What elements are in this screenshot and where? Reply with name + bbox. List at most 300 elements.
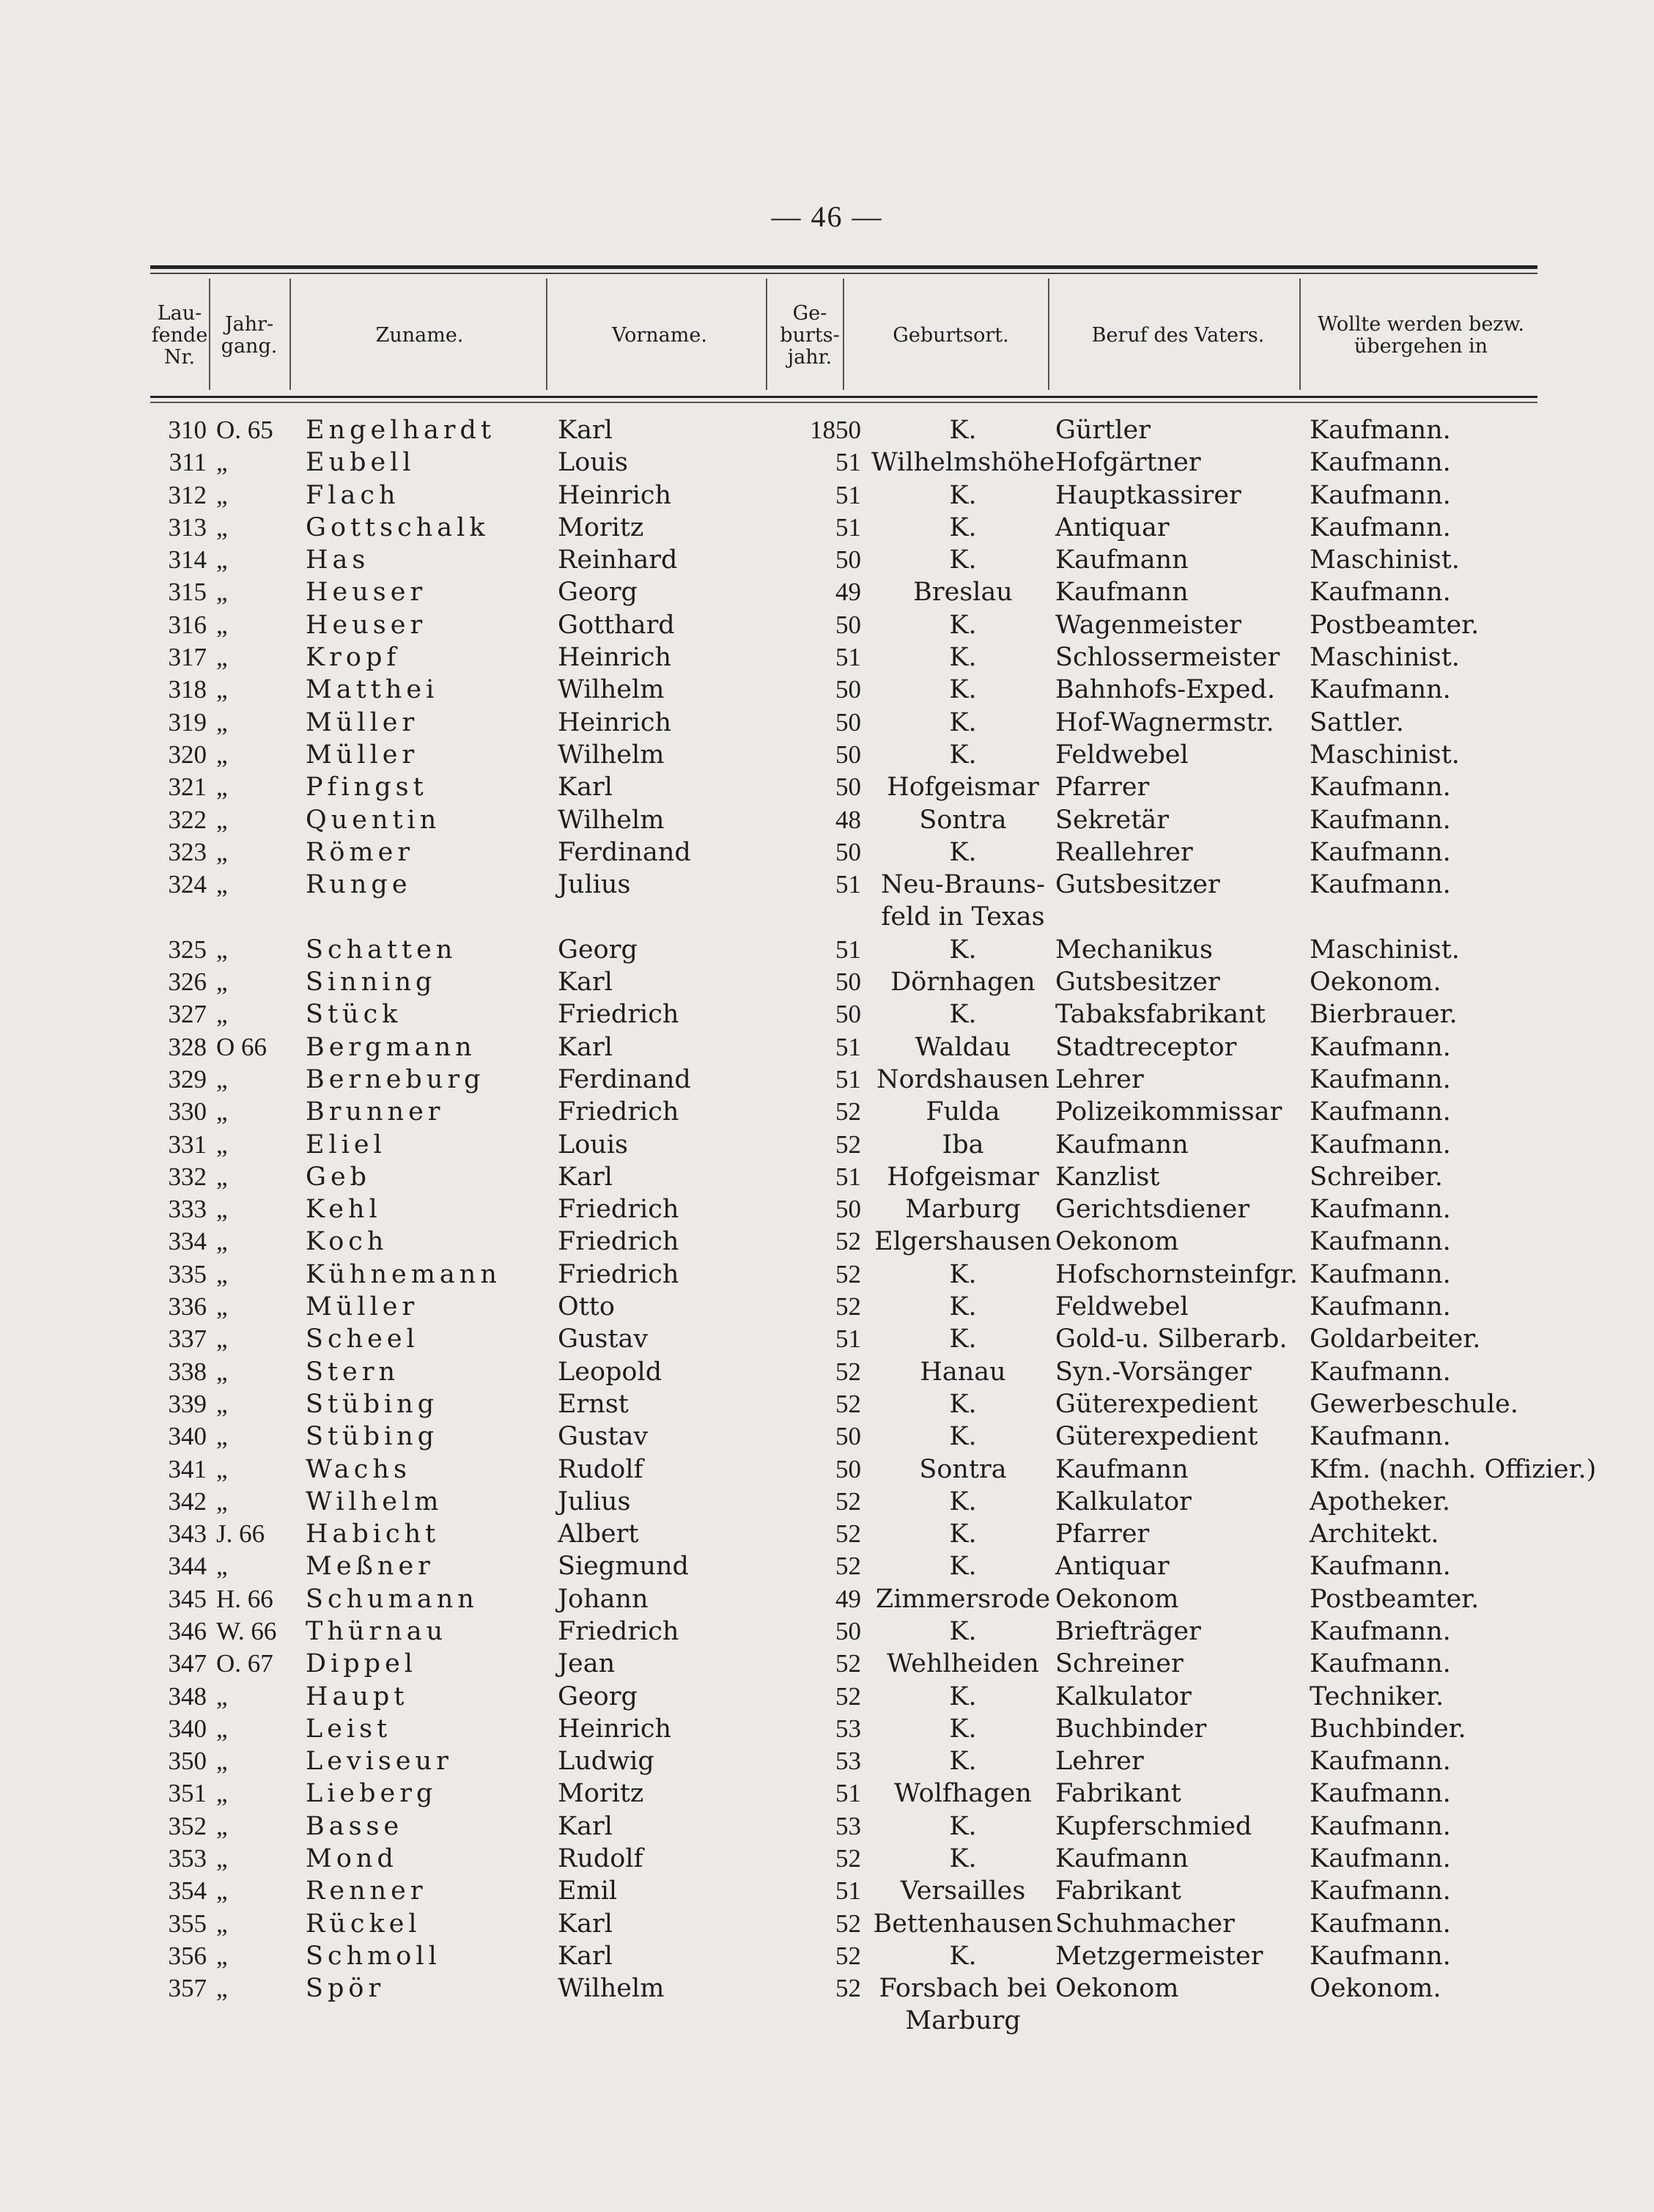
cell-vorname: Wilhelm	[558, 805, 665, 835]
cell-wollte-werden: Kaufmann.	[1310, 1844, 1451, 1874]
cell-wollte-werden: Oekonom.	[1310, 967, 1441, 998]
cell-vorname: Friedrich	[558, 1227, 679, 1257]
cell-jahrgang: „	[216, 1195, 228, 1224]
cell-jahrgang: „	[216, 1941, 228, 1970]
cell-wollte-werden: Maschinist.	[1310, 740, 1460, 770]
cell-jahrgang: „	[216, 545, 228, 575]
cell-vorname: Otto	[558, 1292, 615, 1322]
cell-beruf-vater: Sekretär	[1055, 805, 1170, 835]
header-geburtsort: Geburtsort.	[893, 323, 1009, 347]
cell-geburtsjahr: 52	[835, 1227, 861, 1256]
cell-zuname: Berneburg	[306, 1064, 485, 1094]
table-row	[150, 1129, 1537, 1161]
cell-geburtsort: Wilhelmshöhe	[871, 448, 1055, 478]
cell-geburtsjahr: 51	[835, 1032, 861, 1061]
cell-laufende-nr: 333	[168, 1195, 207, 1224]
cell-vorname: Heinrich	[558, 480, 672, 510]
cell-zuname: Scheel	[306, 1324, 419, 1354]
cell-zuname: Stern	[306, 1357, 400, 1387]
table-row	[150, 966, 1537, 998]
cell-zuname: Renner	[306, 1876, 427, 1906]
table-row	[150, 1648, 1537, 1680]
cell-laufende-nr: 357	[168, 1974, 207, 2003]
cell-geburtsjahr: 51	[835, 512, 861, 542]
cell-laufende-nr: 350	[168, 1747, 207, 1776]
cell-beruf-vater: Kaufmann	[1055, 1454, 1189, 1484]
cell-laufende-nr: 342	[168, 1486, 207, 1516]
cell-vorname: Karl	[558, 1811, 613, 1841]
cell-wollte-werden: Kaufmann.	[1310, 773, 1451, 803]
table-row	[150, 1745, 1537, 1777]
cell-zuname: Römer	[306, 837, 415, 867]
cell-jahrgang: „	[216, 1811, 228, 1840]
cell-geburtsjahr: 50	[835, 1454, 861, 1483]
cell-geburtsort: K.	[949, 610, 977, 640]
table-row	[150, 1940, 1537, 1972]
cell-geburtsjahr: 52	[835, 1129, 861, 1159]
cell-zuname: Kehl	[306, 1195, 382, 1225]
cell-vorname: Rudolf	[558, 1844, 643, 1874]
cell-wollte-werden: Schreiber.	[1310, 1162, 1443, 1192]
cell-vorname: Jean	[558, 1649, 616, 1679]
cell-beruf-vater: Gerichtsdiener	[1055, 1195, 1250, 1225]
cell-beruf-vater: Schuhmacher	[1055, 1909, 1235, 1939]
cell-jahrgang: „	[216, 512, 228, 542]
cell-geburtsort: Fulda	[926, 1097, 1000, 1127]
cell-geburtsjahr: 51	[835, 1779, 861, 1808]
cell-jahrgang: „	[216, 578, 228, 607]
cell-geburtsort: K.	[949, 1714, 977, 1744]
cell-beruf-vater: Kaufmann	[1055, 1129, 1189, 1160]
cell-vorname: Johann	[558, 1584, 649, 1614]
cell-geburtsort: K.	[949, 512, 977, 542]
table-row	[150, 512, 1537, 544]
cell-geburtsort: K.	[949, 837, 977, 867]
table-row	[150, 414, 1537, 446]
cell-beruf-vater: Hof-Wagnermstr.	[1055, 707, 1274, 737]
cell-geburtsjahr: 49	[835, 578, 861, 607]
cell-jahrgang: „	[216, 1486, 228, 1516]
cell-beruf-vater: Antiquar	[1055, 1552, 1170, 1582]
cell-wollte-werden: Kaufmann.	[1310, 1552, 1451, 1582]
table-row	[150, 1583, 1537, 1615]
cell-geburtsjahr: 53	[835, 1747, 861, 1776]
cell-jahrgang: „	[216, 837, 228, 866]
cell-jahrgang: „	[216, 1844, 228, 1873]
cell-vorname: Ferdinand	[558, 837, 691, 867]
cell-geburtsjahr: 52	[835, 1941, 861, 1970]
cell-jahrgang: „	[216, 740, 228, 769]
cell-beruf-vater: Gürtler	[1055, 416, 1151, 445]
cell-zuname: Lieberg	[306, 1779, 438, 1809]
cell-beruf-vater: Metzgermeister	[1055, 1941, 1263, 1971]
cell-geburtsjahr: 50	[835, 740, 861, 769]
table-row	[150, 576, 1537, 608]
cell-beruf-vater: Bahnhofs-Exped.	[1055, 675, 1275, 705]
cell-geburtsort: Iba	[942, 1129, 984, 1160]
cell-wollte-werden: Sattler.	[1310, 707, 1404, 737]
cell-geburtsjahr: 51	[835, 870, 861, 899]
cell-jahrgang: „	[216, 1000, 228, 1029]
cell-vorname: Wilhelm	[558, 740, 665, 770]
cell-beruf-vater: Kalkulator	[1055, 1486, 1192, 1516]
cell-geburtsjahr: 50	[835, 773, 861, 802]
cell-beruf-vater: Pfarrer	[1055, 773, 1150, 803]
cell-beruf-vater: Feldwebel	[1055, 740, 1189, 770]
cell-vorname: Ferdinand	[558, 1064, 691, 1094]
cell-vorname: Gustav	[558, 1422, 649, 1452]
cell-wollte-werden: Kaufmann.	[1310, 675, 1451, 705]
cell-geburtsort: K.	[949, 480, 977, 510]
cell-geburtsort: Waldau	[915, 1032, 1011, 1062]
table-row	[150, 1550, 1537, 1582]
table-row	[150, 1486, 1537, 1518]
cell-zuname: Rückel	[306, 1909, 421, 1939]
cell-geburtsjahr: 50	[835, 545, 861, 575]
cell-laufende-nr: 339	[168, 1389, 207, 1418]
cell-beruf-vater: Pfarrer	[1055, 1519, 1150, 1549]
table-row	[150, 836, 1537, 869]
cell-wollte-werden: Kaufmann.	[1310, 1064, 1451, 1094]
cell-geburtsort: K.	[949, 1941, 977, 1971]
cell-laufende-nr: 336	[168, 1292, 207, 1321]
cell-zuname: Eubell	[306, 448, 416, 478]
cell-beruf-vater: Mechanikus	[1055, 934, 1214, 965]
cell-zuname: Haupt	[306, 1681, 409, 1711]
cell-laufende-nr: 313	[168, 512, 207, 542]
cell-geburtsort: K.	[949, 416, 977, 445]
cell-wollte-werden: Apotheker.	[1310, 1486, 1451, 1516]
cell-beruf-vater: Tabaksfabrikant	[1055, 1000, 1266, 1030]
cell-beruf-vater: Kupferschmied	[1055, 1811, 1252, 1841]
cell-vorname: Louis	[558, 448, 629, 478]
cell-vorname: Julius	[558, 870, 631, 900]
cell-zuname: Stübing	[306, 1389, 439, 1419]
cell-beruf-vater: Güterexpedient	[1055, 1389, 1258, 1419]
cell-wollte-werden: Kaufmann.	[1310, 512, 1451, 542]
cell-jahrgang: „	[216, 448, 228, 477]
header-beruf-vater: Beruf des Vaters.	[1091, 323, 1265, 347]
cell-zuname: Eliel	[306, 1129, 386, 1160]
cell-jahrgang: „	[216, 1454, 228, 1483]
cell-wollte-werden: Kaufmann.	[1310, 1357, 1451, 1387]
cell-jahrgang: „	[216, 1227, 228, 1256]
table-row	[150, 934, 1537, 966]
table-row	[150, 707, 1537, 739]
cell-jahrgang: „	[216, 1552, 228, 1581]
table-row	[150, 544, 1537, 576]
cell-laufende-nr: 355	[168, 1909, 207, 1938]
cell-wollte-werden: Postbeamter.	[1310, 1584, 1480, 1614]
cell-jahrgang: „	[216, 1714, 228, 1743]
cell-laufende-nr: 334	[168, 1227, 207, 1256]
cell-laufende-nr: 312	[168, 480, 207, 509]
cell-geburtsjahr: 52	[835, 1486, 861, 1516]
column-divider	[843, 279, 844, 390]
cell-geburtsort: Sontra	[919, 1454, 1007, 1484]
cell-vorname: Wilhelm	[558, 675, 665, 705]
table-row	[150, 1096, 1537, 1128]
cell-wollte-werden: Kaufmann.	[1310, 1616, 1451, 1646]
column-divider	[546, 279, 547, 390]
cell-geburtsjahr: 50	[835, 707, 861, 737]
table-row	[150, 1388, 1537, 1420]
cell-laufende-nr: 343	[168, 1519, 207, 1549]
cell-jahrgang: O. 67	[216, 1649, 273, 1678]
table-row	[150, 1063, 1537, 1096]
cell-jahrgang: „	[216, 1389, 228, 1418]
cell-vorname: Ludwig	[558, 1747, 654, 1777]
cell-laufende-nr: 337	[168, 1324, 207, 1354]
cell-wollte-werden: Buchbinder.	[1310, 1714, 1466, 1744]
cell-geburtsjahr: 52	[835, 1844, 861, 1873]
cell-wollte-werden: Architekt.	[1310, 1519, 1439, 1549]
cell-geburtsjahr: 50	[835, 1195, 861, 1224]
cell-beruf-vater: Kaufmann	[1055, 545, 1189, 575]
cell-geburtsort: Hofgeismar	[887, 773, 1039, 803]
cell-jahrgang: „	[216, 1681, 228, 1711]
cell-wollte-werden: Kaufmann.	[1310, 1909, 1451, 1939]
cell-jahrgang: „	[216, 1129, 228, 1159]
cell-laufende-nr: 310	[168, 416, 207, 444]
cell-vorname: Moritz	[558, 512, 644, 542]
cell-geburtsjahr: 51	[835, 1876, 861, 1906]
cell-vorname: Emil	[558, 1876, 618, 1906]
cell-vorname: Karl	[558, 967, 613, 998]
cell-zuname: Geb	[306, 1162, 372, 1192]
table-row	[150, 1453, 1597, 1486]
cell-geburtsjahr: 51	[835, 1064, 861, 1094]
cell-geburtsort: Wehlheiden	[887, 1649, 1039, 1679]
cell-wollte-werden: Kaufmann.	[1310, 1876, 1451, 1906]
cell-laufende-nr: 335	[168, 1259, 207, 1289]
cell-laufende-nr: 352	[168, 1811, 207, 1840]
cell-wollte-werden: Kaufmann.	[1310, 1292, 1451, 1322]
cell-geburtsjahr: 52	[835, 1389, 861, 1418]
cell-jahrgang: „	[216, 805, 228, 834]
table-row	[150, 1225, 1537, 1258]
cell-wollte-werden: Oekonom.	[1310, 1974, 1441, 2004]
cell-wollte-werden: Maschinist.	[1310, 643, 1460, 673]
cell-beruf-vater: Fabrikant	[1055, 1779, 1181, 1809]
cell-geburtsort: Wolfhagen	[894, 1779, 1032, 1809]
cell-geburtsort: K.	[949, 1552, 977, 1582]
table-row	[150, 1843, 1537, 1875]
cell-vorname: Julius	[558, 1486, 631, 1516]
table-row	[150, 1031, 1537, 1063]
cell-vorname: Siegmund	[558, 1552, 689, 1582]
cell-beruf-vater: Syn.-Vorsänger	[1055, 1357, 1252, 1387]
cell-laufende-nr: 323	[168, 837, 207, 866]
cell-beruf-vater: Schlossermeister	[1055, 643, 1280, 673]
cell-wollte-werden: Kaufmann.	[1310, 1032, 1451, 1062]
cell-beruf-vater: Wagenmeister	[1055, 610, 1242, 640]
cell-vorname: Gotthard	[558, 610, 675, 640]
cell-laufende-nr: 329	[168, 1064, 207, 1094]
cell-geburtsjahr: 52	[835, 1974, 861, 2003]
cell-jahrgang: W. 66	[216, 1616, 277, 1645]
cell-jahrgang: H. 66	[216, 1584, 273, 1613]
table-row	[150, 1258, 1537, 1291]
header-laufende-nr: Lau- fende Nr.	[151, 301, 208, 369]
cell-wollte-werden: Kaufmann.	[1310, 805, 1451, 835]
cell-laufende-nr: 325	[168, 934, 207, 964]
header-zuname: Zuname.	[375, 323, 464, 347]
cell-laufende-nr: 345	[168, 1584, 207, 1613]
cell-wollte-werden: Kaufmann.	[1310, 1747, 1451, 1777]
cell-vorname: Rudolf	[558, 1454, 643, 1484]
cell-geburtsjahr: 51	[835, 643, 861, 672]
cell-zuname: Dippel	[306, 1649, 417, 1679]
column-divider	[289, 279, 291, 390]
cell-geburtsort: K.	[949, 1389, 977, 1419]
cell-geburtsjahr: 51	[835, 1324, 861, 1354]
cell-zuname: Schmoll	[306, 1941, 441, 1971]
cell-geburtsjahr: 53	[835, 1714, 861, 1743]
cell-zuname: Leist	[306, 1714, 392, 1744]
table-row	[150, 1777, 1537, 1810]
cell-wollte-werden: Techniker.	[1310, 1681, 1444, 1711]
table-row	[150, 609, 1537, 641]
cell-zuname: Müller	[306, 1292, 419, 1322]
cell-laufende-nr: 338	[168, 1357, 207, 1386]
cell-vorname: Friedrich	[558, 1000, 679, 1030]
cell-laufende-nr: 314	[168, 545, 207, 575]
table-row	[150, 804, 1537, 836]
cell-wollte-werden: Kaufmann.	[1310, 448, 1451, 478]
cell-vorname: Karl	[558, 1909, 613, 1939]
cell-zuname: Brunner	[306, 1097, 445, 1127]
cell-vorname: Albert	[558, 1519, 639, 1549]
cell-geburtsort: K.	[949, 1519, 977, 1549]
cell-wollte-werden: Goldarbeiter.	[1310, 1324, 1481, 1354]
cell-beruf-vater: Fabrikant	[1055, 1876, 1181, 1906]
table-row	[150, 1972, 1537, 2038]
cell-geburtsjahr: 49	[835, 1584, 861, 1613]
cell-vorname: Georg	[558, 1681, 638, 1711]
cell-wollte-werden: Kaufmann.	[1310, 1422, 1451, 1452]
cell-geburtsort: Zimmersrode	[875, 1584, 1051, 1614]
cell-laufende-nr: 311	[169, 448, 207, 477]
cell-beruf-vater: Antiquar	[1055, 512, 1170, 542]
cell-geburtsjahr: 52	[835, 1909, 861, 1938]
cell-laufende-nr: 327	[168, 1000, 207, 1029]
cell-vorname: Friedrich	[558, 1097, 679, 1127]
column-divider	[209, 279, 210, 390]
cell-wollte-werden: Kfm. (nachh. Offizier.)	[1310, 1454, 1597, 1484]
cell-geburtsjahr: 52	[835, 1649, 861, 1678]
cell-beruf-vater: Kanzlist	[1055, 1162, 1160, 1192]
cell-jahrgang: „	[216, 934, 228, 964]
cell-geburtsjahr: 52	[835, 1097, 861, 1127]
table-row	[150, 1420, 1537, 1453]
cell-geburtsort: Bettenhausen	[873, 1909, 1053, 1939]
cell-geburtsort: Nordshausen	[876, 1064, 1049, 1094]
cell-zuname: Flach	[306, 480, 400, 510]
cell-geburtsort: K.	[949, 1324, 977, 1354]
cell-geburtsort: Marburg	[905, 1195, 1021, 1225]
cell-laufende-nr: 319	[168, 707, 207, 737]
cell-beruf-vater: Oekonom	[1055, 1227, 1179, 1257]
cell-geburtsort: K.	[949, 1292, 977, 1322]
cell-jahrgang: „	[216, 643, 228, 672]
cell-laufende-nr: 354	[168, 1876, 207, 1906]
cell-geburtsort: K.	[949, 707, 977, 737]
table-row	[150, 739, 1537, 771]
table-row	[150, 446, 1537, 479]
table-row	[150, 674, 1537, 706]
cell-laufende-nr: 353	[168, 1844, 207, 1873]
cell-geburtsort: Dörnhagen	[890, 967, 1035, 998]
cell-laufende-nr: 340	[168, 1714, 207, 1743]
cell-geburtsort: K.	[949, 1844, 977, 1874]
cell-laufende-nr: 351	[168, 1779, 207, 1808]
cell-vorname: Moritz	[558, 1779, 644, 1809]
cell-zuname: Koch	[306, 1227, 388, 1257]
cell-laufende-nr: 326	[168, 967, 207, 997]
cell-laufende-nr: 341	[168, 1454, 207, 1483]
cell-jahrgang: „	[216, 1162, 228, 1191]
cell-vorname: Friedrich	[558, 1616, 679, 1646]
cell-jahrgang: „	[216, 1357, 228, 1386]
cell-geburtsort: Neu-Brauns- feld in Texas	[881, 870, 1045, 932]
cell-geburtsort: K.	[949, 1000, 977, 1030]
cell-jahrgang: „	[216, 1876, 228, 1906]
cell-beruf-vater: Güterexpedient	[1055, 1422, 1258, 1452]
table-row	[150, 1810, 1537, 1843]
cell-wollte-werden: Postbeamter.	[1310, 610, 1480, 640]
cell-geburtsjahr: 52	[835, 1357, 861, 1386]
header-wollte-werden: Wollte werden bezw. übergehen in	[1317, 312, 1525, 358]
cell-beruf-vater: Gutsbesitzer	[1055, 870, 1220, 900]
cell-geburtsort: Versailles	[900, 1876, 1026, 1906]
cell-zuname: Gottschalk	[306, 512, 490, 542]
cell-geburtsort: Forsbach bei Marburg	[879, 1974, 1047, 2036]
cell-jahrgang: „	[216, 870, 228, 899]
header-bottom-rule-thin	[150, 402, 1537, 403]
cell-wollte-werden: Kaufmann.	[1310, 1195, 1451, 1225]
cell-beruf-vater: Briefträger	[1055, 1616, 1201, 1646]
cell-vorname: Georg	[558, 934, 638, 965]
cell-wollte-werden: Kaufmann.	[1310, 1227, 1451, 1257]
cell-zuname: Engelhardt	[306, 416, 496, 445]
cell-beruf-vater: Stadtreceptor	[1055, 1032, 1237, 1062]
cell-geburtsort: K.	[949, 934, 977, 965]
cell-beruf-vater: Hofgärtner	[1055, 448, 1201, 478]
cell-geburtsjahr: 53	[835, 1811, 861, 1840]
table-row	[150, 641, 1537, 674]
cell-zuname: Stück	[306, 1000, 402, 1030]
cell-beruf-vater: Lehrer	[1055, 1747, 1144, 1777]
table-body	[150, 414, 1597, 2038]
cell-beruf-vater: Kaufmann	[1055, 1844, 1189, 1874]
header-bottom-rule	[150, 396, 1537, 398]
cell-zuname: Schumann	[306, 1584, 479, 1614]
cell-zuname: Heuser	[306, 610, 427, 640]
cell-jahrgang: „	[216, 773, 228, 802]
cell-beruf-vater: Gold-u. Silberarb.	[1055, 1324, 1288, 1354]
cell-geburtsjahr: 52	[835, 1552, 861, 1581]
cell-wollte-werden: Kaufmann.	[1310, 480, 1451, 510]
cell-geburtsort: K.	[949, 1811, 977, 1841]
table-top-rule-thin	[150, 273, 1537, 274]
cell-zuname: Quentin	[306, 805, 441, 835]
table-row	[150, 1615, 1537, 1648]
cell-geburtsjahr: 50	[835, 837, 861, 866]
cell-vorname: Leopold	[558, 1357, 662, 1387]
cell-laufende-nr: 356	[168, 1941, 207, 1970]
cell-zuname: Runge	[306, 870, 412, 900]
